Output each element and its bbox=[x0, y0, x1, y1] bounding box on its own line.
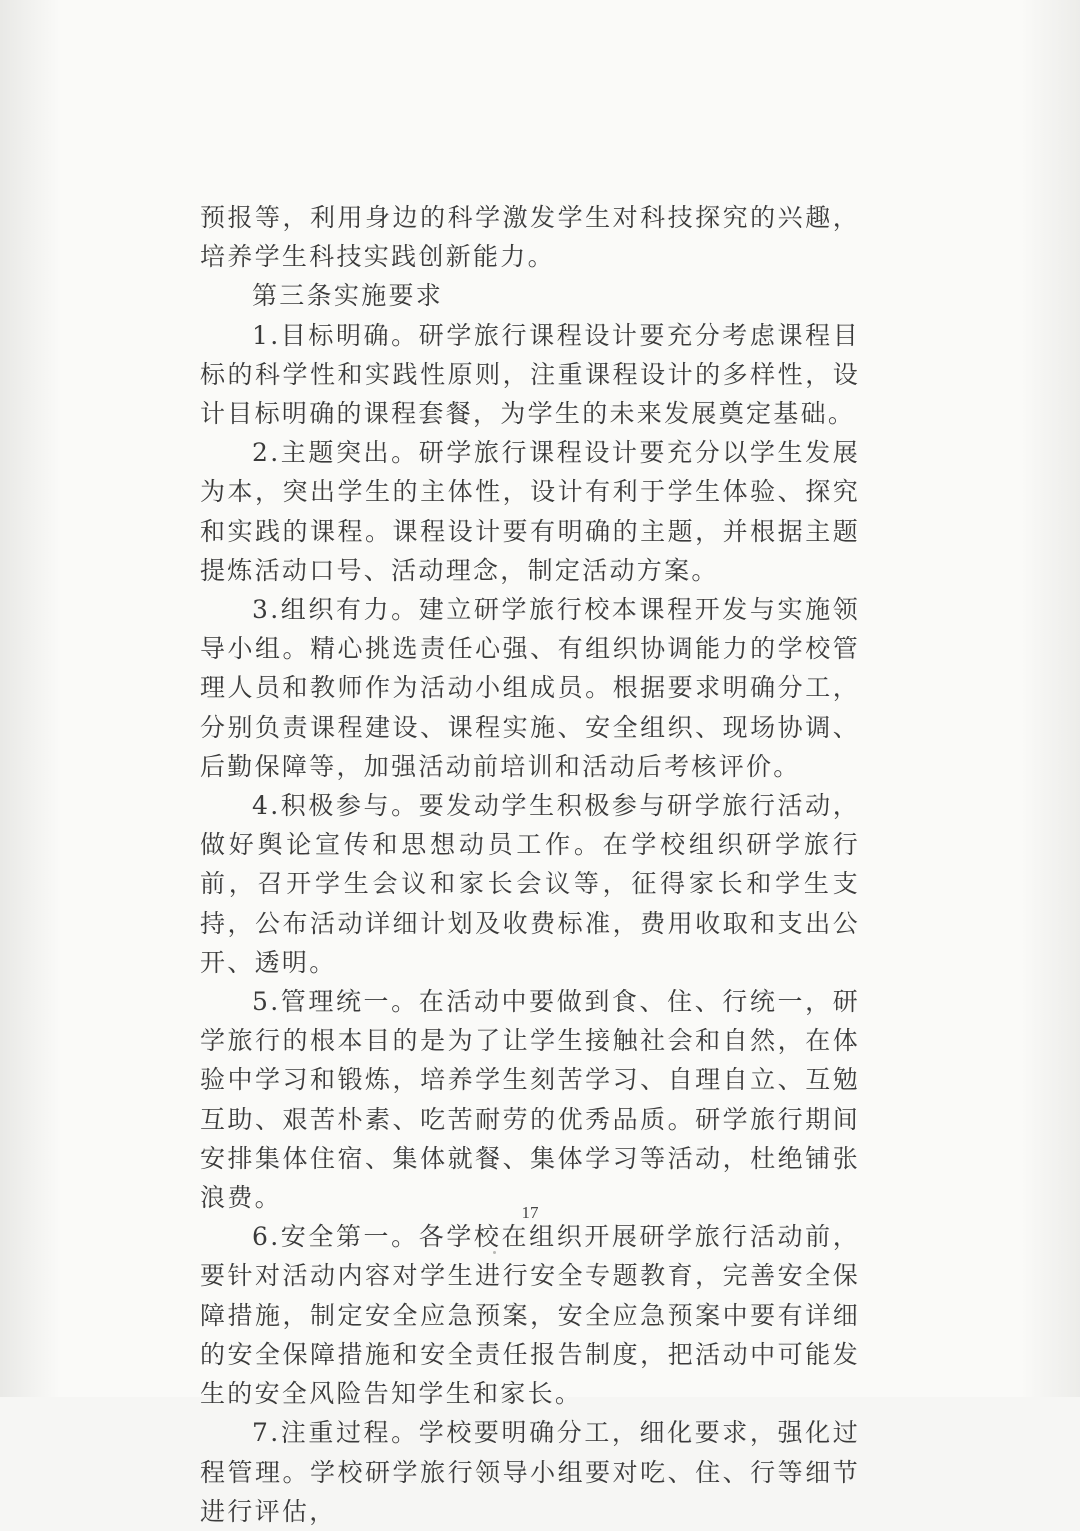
scan-shadow-left bbox=[0, 0, 60, 1397]
paragraph-item-5: 5.管理统一。在活动中要做到食、住、行统一，研学旅行的根本目的是为了让学生接触社会和自然，在体验中学习和锻炼，培养学生刻苦学习、自理自立、互勉互助、艰苦朴素、吃苦耐劳的优秀品质。研学旅行期间安排集体住宿、集体就餐、集体学习等活动，杜绝铺张浪费。 bbox=[200, 987, 860, 1213]
paragraph-item-1: 1.目标明确。研学旅行课程设计要充分考虑课程目标的科学性和实践性原则，注重课程设计的多样性，设计目标明确的课程套餐，为学生的未来发展奠定基础。 bbox=[200, 320, 860, 429]
section-heading: 第三条实施要求 bbox=[252, 281, 444, 311]
paragraph-item-7: 7.注重过程。学校要明确分工，细化要求，强化过程管理。学校研学旅行领导小组要对吃、住、行等细节进行评估， bbox=[200, 1418, 860, 1526]
paragraph-item-4: 4.积极参与。要发动学生积极参与研学旅行活动，做好舆论宣传和思想动员工作。在学校组织研学旅行前，召开学生会议和家长会议等，征得家长和学生支持，公布活动详细计划及收费标准，费用收取和支出公开、透明。 bbox=[200, 791, 860, 977]
body-text bbox=[200, 198, 860, 1531]
page-number: 17 bbox=[521, 1203, 539, 1222]
paragraph-continuation: 预报等，利用身边的科学激发学生对科技探究的兴趣，培养学生科技实践创新能力。 bbox=[200, 203, 860, 272]
paragraph-item-6: 6.安全第一。各学校在组织开展研学旅行活动前，要针对活动内容对学生进行安全专题教育，完善安全保障措施，制定安全应急预案，安全应急预案中要有详细的安全保障措施和安全责任报告制度，把活动中可能发生的安全风险告知学生和家长。 bbox=[200, 1222, 860, 1409]
scan-speck bbox=[493, 1251, 496, 1254]
paragraph-item-2: 2.主题突出。研学旅行课程设计要充分以学生发展为本，突出学生的主体性，设计有利于学生体验、探究和实践的课程。课程设计要有明确的主题，并根据主题提炼活动口号、活动理念，制定活动方案。 bbox=[200, 438, 860, 585]
paragraph-item-3: 3.组织有力。建立研学旅行校本课程开发与实施领导小组。精心挑选责任心强、有组织协调能力的学校管理人员和教师作为活动小组成员。根据要求明确分工，分别负责课程建设、课程实施、安全组织、现场协调、后勤保障等，加强活动前培训和活动后考核评价。 bbox=[200, 595, 860, 781]
scan-shadow-right bbox=[1020, 0, 1080, 1397]
